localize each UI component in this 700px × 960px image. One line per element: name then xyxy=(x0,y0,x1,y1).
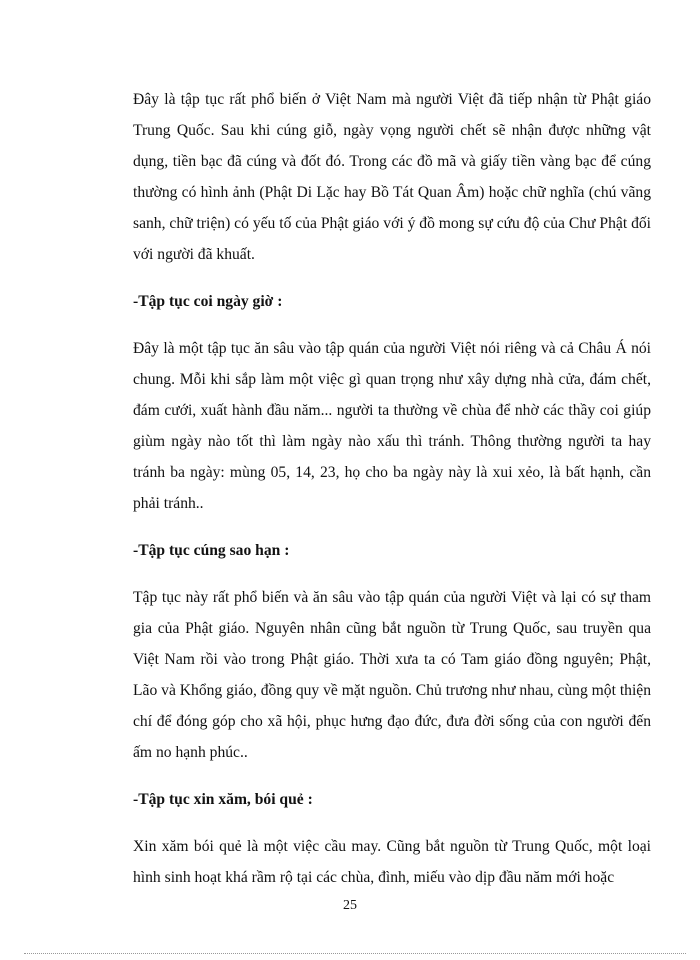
paragraph-fortune-telling: Xin xăm bói quẻ là một việc cầu may. Cũng bắt nguồn từ Trung Quốc, một loại hình sinh hoạt khá rầm rộ tại các chùa, đình, miếu vào dịp đầu năm mới hoặc xyxy=(133,838,651,886)
page-bottom-divider xyxy=(24,953,686,954)
paragraph-date-selection: Đây là một tập tục ăn sâu vào tập quán của người Việt nói riêng và cả Châu Á nói chung. Mỗi khi sắp làm một việc gì quan trọng như xây dựng nhà cửa, đám chết, đám cưới, xuất hành đầu năm... người ta thường về chùa để nhờ các thầy coi giúp giùm ngày nào tốt thì làm ngày nào xấu thì tránh. Thông thường người ta hay tránh ba ngày: mùng 05, 14, 23, họ cho ba ngày này là xui xẻo, là bất hạnh, cần phải tránh.. xyxy=(133,340,651,512)
page-number: 25 xyxy=(343,898,357,913)
paragraph-star-worship: Tập tục này rất phổ biến và ăn sâu vào tập quán của người Việt và lại có sự tham gia của Phật giáo. Nguyên nhân cũng bắt nguồn từ Trung Quốc, sau truyền qua Việt Nam rồi vào trong Phật giáo. Thời xưa ta có Tam giáo đồng nguyên; Phật, Lão và Khổng giáo, đồng quy về mặt nguồn. Chủ trương như nhau, cùng một thiện chí để đóng góp cho xã hội, phục hưng đạo đức, đưa đời sống của con người đến ấm no hạnh phúc.. xyxy=(133,589,652,761)
page-body xyxy=(133,84,651,893)
heading-star-worship: -Tập tục cúng sao hạn : xyxy=(133,542,290,559)
heading-fortune-telling: -Tập tục xin xăm, bói quẻ : xyxy=(133,791,313,808)
heading-date-selection: -Tập tục coi ngày giờ : xyxy=(133,293,283,310)
paragraph-funeral-offerings: Đây là tập tục rất phổ biến ở Việt Nam mà người Việt đã tiếp nhận từ Phật giáo Trung Quốc. Sau khi cúng giỗ, ngày vọng người chết sẽ nhận được những vật dụng, tiền bạc đã cúng và đốt đó. Trong các đồ mã và giấy tiền vàng bạc để cúng thường có hình ảnh (Phật Di Lặc hay Bồ Tát Quan Âm) hoặc chữ nghĩa (chú vãng sanh, chữ triện) có yếu tố của Phật giáo với ý đồ mong sự cứu độ của Chư Phật đối với người đã khuất. xyxy=(133,91,651,263)
